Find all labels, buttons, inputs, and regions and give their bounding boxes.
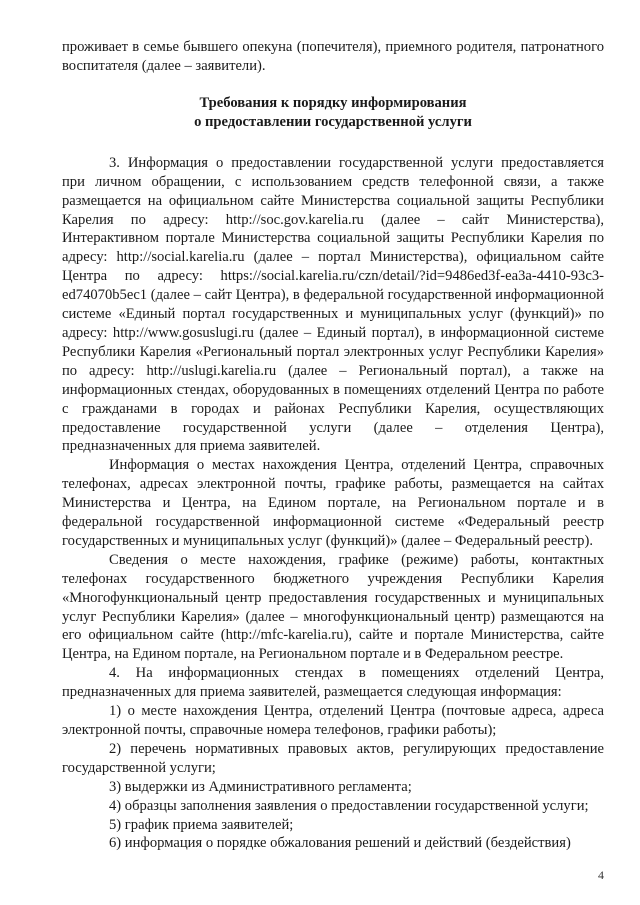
list-item-4: 4) образцы заполнения заявления о предоставлении государственной услуги; — [109, 797, 589, 814]
paragraph-info-locations: Информация о местах нахождения Центра, отделений Центра, справочных телефонах, адресах электронной почты, графике работы, размещается на сайтах Министерства и Центра, на Едином портале, на Региональном портале и в федеральной государственной информационной системе «Федеральный реестр государственных и муниципальных услуг (функций)» (далее – Федеральный реестр). — [62, 457, 604, 549]
document-body — [62, 38, 604, 853]
list-item-3: 3) выдержки из Административного регламента; — [109, 778, 412, 795]
list-item-5: 5) график приема заявителей; — [109, 816, 294, 833]
list-item-1: 1) о месте нахождения Центра, отделений Центра (почтовые адреса, адреса электронной почты, справочные номера телефонов, графики работы); — [62, 703, 604, 738]
section-heading-line-2: о предоставлении государственной услуги — [194, 113, 472, 130]
paragraph-4: 4. На информационных стендах в помещениях отделений Центра, предназначенных для приема заявителей, размещается следующая информация: — [62, 665, 604, 701]
list-item-2: 2) перечень нормативных правовых актов, регулирующих предоставление государственной услуги; — [62, 740, 604, 776]
paragraph-3: 3. Информация о предоставлении государственной услуги предоставляется при личном обращении, с использованием средств телефонной связи, а также размещается на официальном сайте Министерства социальной защиты Республики Карелия по адресу: http://soc.gov.karelia.ru (далее – сайт Министерства), Интерактивном портале Министерства социальной защиты Республики Карелия по адресу: http://social.karelia.ru (далее – портал Министерства), официальном сайте Центра по адресу: https://social.karelia.ru/czn/detail/?id=9486ed3f-ea3a-4410-93c3-ed74070b5ec1 (далее – сайт Центра), в федеральной государственной информационной системе «Единый портал государственных и муниципальных услуг (функций)» по адресу: http://www.gosuslugi.ru (далее – Единый портал), в информационной системе Республики Карелия «Региональный портал электронных услуг Республики Карелия» по адресу: http://uslugi.karelia.ru (далее – Региональный портал), а также на информационных стендах, оборудованных в помещениях отделений Центра по работе с гражданами в городах и районах Республики Карелия, осуществляющих предоставление государственной услуги (далее – отделения Центра), предназначенных для приема заявителей. — [62, 154, 604, 455]
opening-paragraph: проживает в семье бывшего опекуна (попечителя), приемного родителя, патронатного воспитателя (далее – заявители). — [62, 39, 604, 74]
paragraph-mfc: Сведения о месте нахождения, графике (режиме) работы, контактных телефонах государственного бюджетного учреждения Республики Карелия «Многофункциональный центр предоставления государственных и муниципальных услуг Республики Карелия» (далее – многофункциональный центр) размещаются на его официальном сайте (http://mfc-karelia.ru), сайте и портале Министерства, сайте Центра, на Едином портале, на Региональном портале и в Федеральном реестре. — [62, 551, 604, 663]
list-item-6: 6) информация о порядке обжалования решений и действий (бездействия) — [109, 835, 571, 852]
section-heading — [62, 94, 604, 132]
section-heading-line-1: Требования к порядку информирования — [199, 94, 467, 111]
page-number: 4 — [598, 868, 604, 882]
